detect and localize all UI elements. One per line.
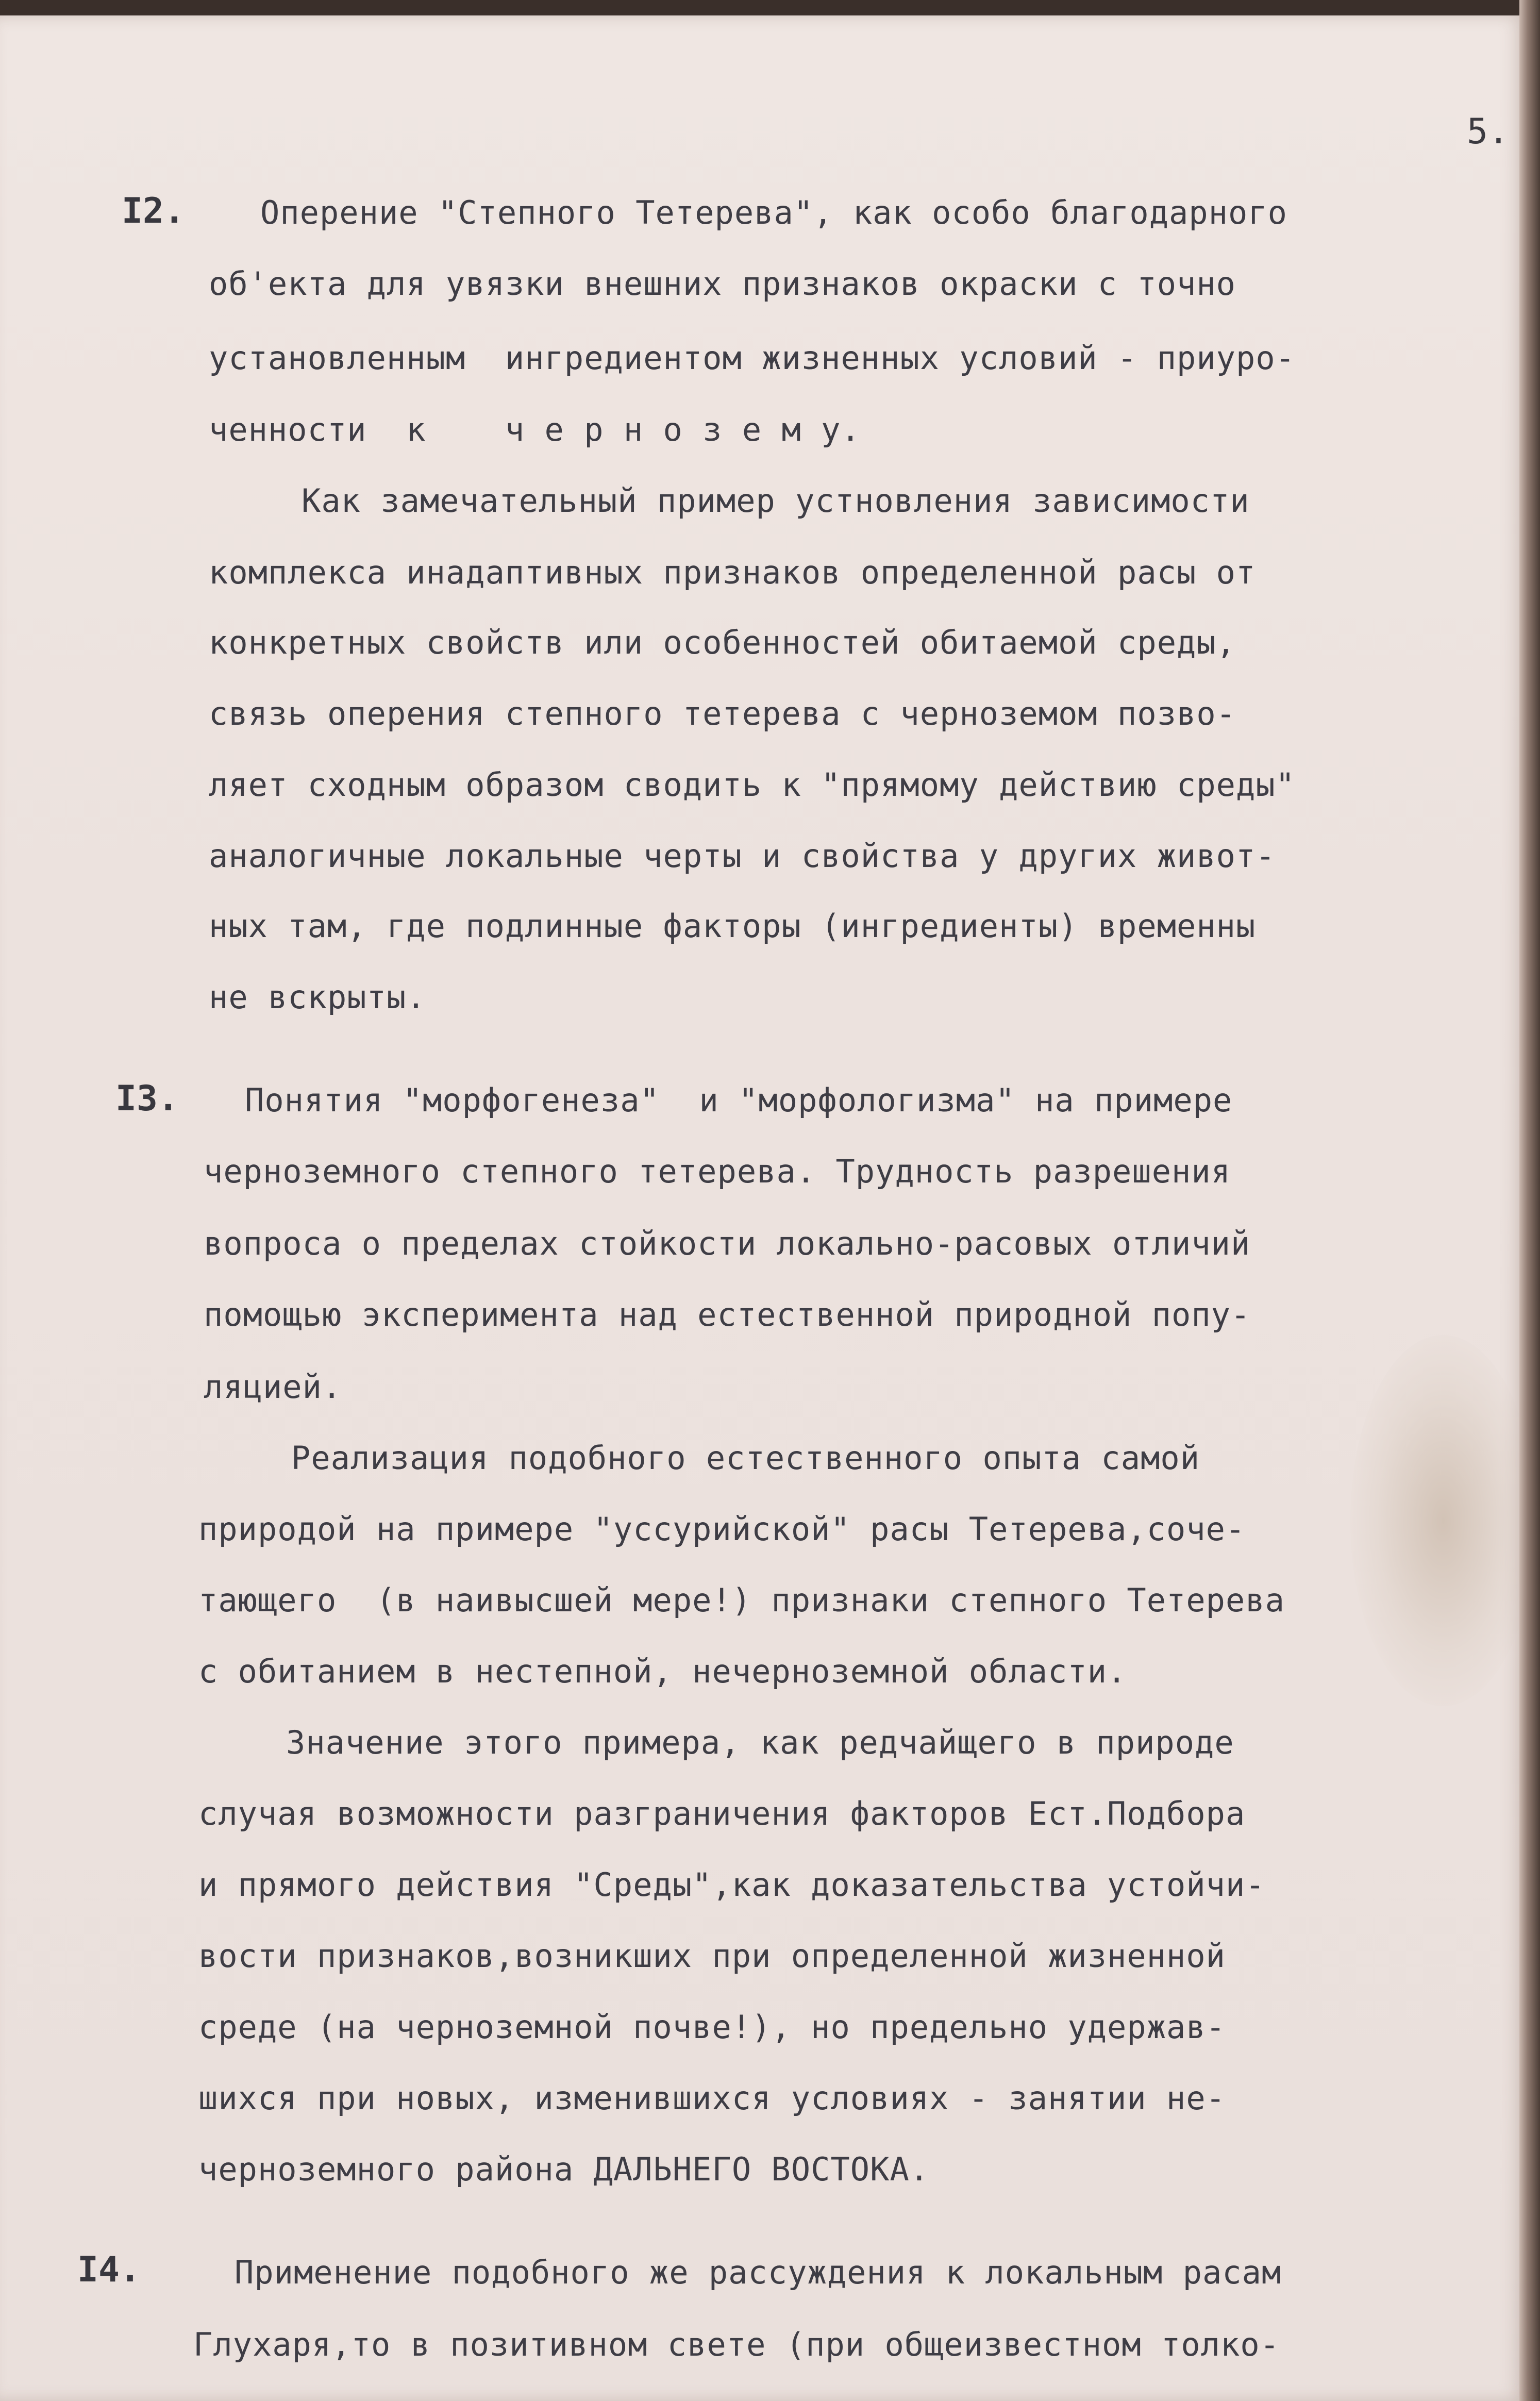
text-line: вопроса о пределах стойкости локально-расовых отличий	[204, 1225, 1251, 1262]
section-number: I3.	[115, 1078, 179, 1119]
text-line: Оперение "Степного Тетерева", как особо благодарного	[260, 194, 1288, 231]
text-line: аналогичные локальные черты и свойства у других живот-	[209, 837, 1276, 875]
text-line: и прямого действия "Среды",как доказательства устойчи-	[198, 1866, 1265, 1904]
text-line: связь оперения степного тетерева с черноземом позво-	[209, 695, 1236, 732]
text-line: с обитанием в нестепной, нечерноземной области.	[198, 1653, 1127, 1690]
text-line: конкретных свойств или особенностей обитаемой среды,	[209, 624, 1236, 661]
section-number: I2.	[122, 191, 185, 231]
text-line: вости признаков,возникших при определенной жизненной	[198, 1937, 1226, 1975]
text-line: черноземного степного тетерева. Трудность разрешения	[204, 1153, 1231, 1190]
text-line: природой на примере "уссурийской" расы Тетерева,соче-	[198, 1510, 1246, 1548]
text-line: черноземного района ДАЛЬНЕГО ВОСТОКА.	[198, 2150, 930, 2188]
text-line: помощью эксперимента над естественной природной попу-	[204, 1296, 1251, 1333]
text-line: ляцией.	[204, 1368, 342, 1406]
text-line: об'екта для увязки внешних признаков окраски с точно	[209, 265, 1236, 303]
text-line: установленным ингредиентом жизненных условий - приуро-	[209, 339, 1295, 377]
text-line: Глухаря,то в позитивном свете (при общеизвестном толко-	[193, 2326, 1280, 2363]
text-line: случая возможности разграничения факторов Ест.Подбора	[198, 1795, 1246, 1832]
section-number: I4.	[77, 2249, 141, 2290]
text-line: Значение этого примера, как редчайщего в природе	[286, 1724, 1234, 1761]
text-line: комплекса инадаптивных признаков определенной расы от	[209, 554, 1256, 591]
text-line: ляет сходным образом сводить к "прямому действию среды"	[209, 766, 1295, 804]
text-line: Реализация подобного естественного опыта самой	[291, 1439, 1200, 1477]
text-line: тающего (в наивысшей мере!) признаки степного Тетерева	[198, 1581, 1285, 1619]
text-line: ных там, где подлинные факторы (ингредиенты) временны	[209, 907, 1256, 945]
text-line: Понятия "морфогенеза" и "морфологизма" на примере	[245, 1081, 1233, 1119]
paper-stain	[1350, 1335, 1536, 1706]
text-line: ченности к ч е р н о з е м у.	[209, 411, 861, 448]
text-line: не вскрыты.	[209, 978, 426, 1016]
page-edge	[1519, 0, 1540, 2401]
text-line: Применение подобного же рассуждения к локальным расам	[235, 2254, 1282, 2291]
page-number: 5.	[1467, 111, 1509, 152]
text-line: среде (на черноземной почве!), но предельно удержав-	[198, 2008, 1226, 2046]
text-line: шихся при новых, изменившихся условиях - занятии не-	[198, 2079, 1226, 2117]
text-line: Как замечательный пример устновления зависимости	[302, 482, 1250, 520]
